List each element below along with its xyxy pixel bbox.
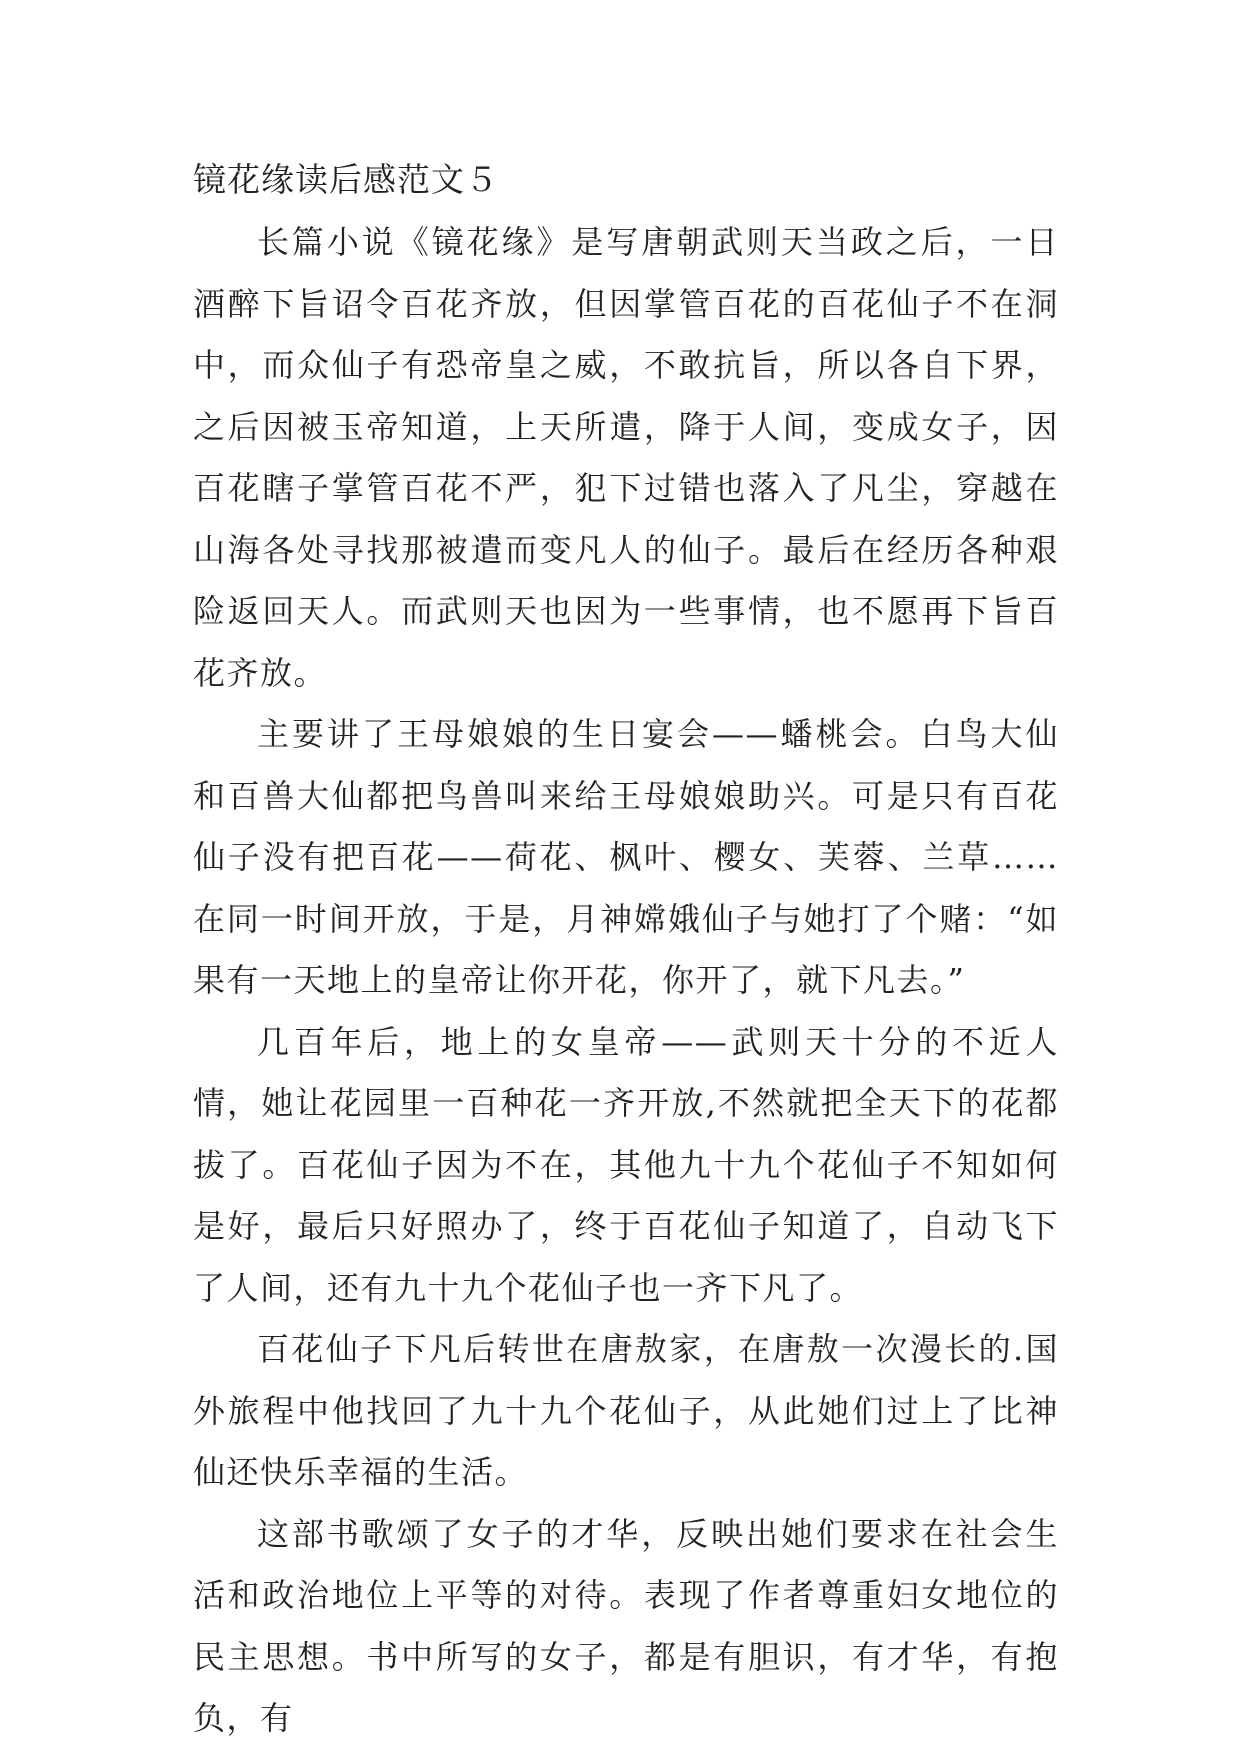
document-page [193, 158, 1059, 1750]
paragraph-5: 这部书歌颂了女子的才华，反映出她们要求在社会生活和政治地位上平等的对待。表现了作者尊重妇女地位的民主思想。书中所写的女子，都是有胆识，有才华，有抱负，有 [193, 1514, 1059, 1737]
paragraph-4: 百花仙子下凡后转世在唐敖家，在唐敖一次漫长的.国外旅程中他找回了九十九个花仙子，从此她们过上了比神仙还快乐幸福的生活。 [193, 1330, 1059, 1491]
paragraph-2: 主要讲了王母娘娘的生日宴会——蟠桃会。白鸟大仙和百兽大仙都把鸟兽叫来给王母娘娘助兴。可是只有百花仙子没有把百花——荷花、枫叶、樱女、芙蓉、兰草……在同一时间开放，于是，月神嫦娥仙子与她打了个赌：“如果有一天地上的皇帝让你开花，你开了，就下凡去。” [193, 715, 1059, 999]
document-title: 镜花缘读后感范文５ [193, 160, 499, 199]
paragraph-3: 几百年后，地上的女皇帝——武则天十分的不近人情，她让花园里一百种花一齐开放,不然就把全天下的花都拔了。百花仙子因为不在，其他九十九个花仙子不知如何是好，最后只好照办了，终于百花仙子知道了，自动飞下了人间，还有九十九个花仙子也一齐下凡了。 [193, 1022, 1059, 1307]
paragraph-1: 长篇小说《镜花缘》是写唐朝武则天当政之后，一日酒醉下旨诏令百花齐放，但因掌管百花的百花仙子不在洞中，而众仙子有恐帝皇之威，不敢抗旨，所以各自下界，之后因被玉帝知道，上天所遣，降于人间，变成女子，因百花瞎子掌管百花不严，犯下过错也落入了凡尘，穿越在山海各处寻找那被遣而变凡人的仙子。最后在经历各种艰险返回天人。而武则天也因为一些事情，也不愿再下旨百花齐放。 [193, 223, 1059, 692]
